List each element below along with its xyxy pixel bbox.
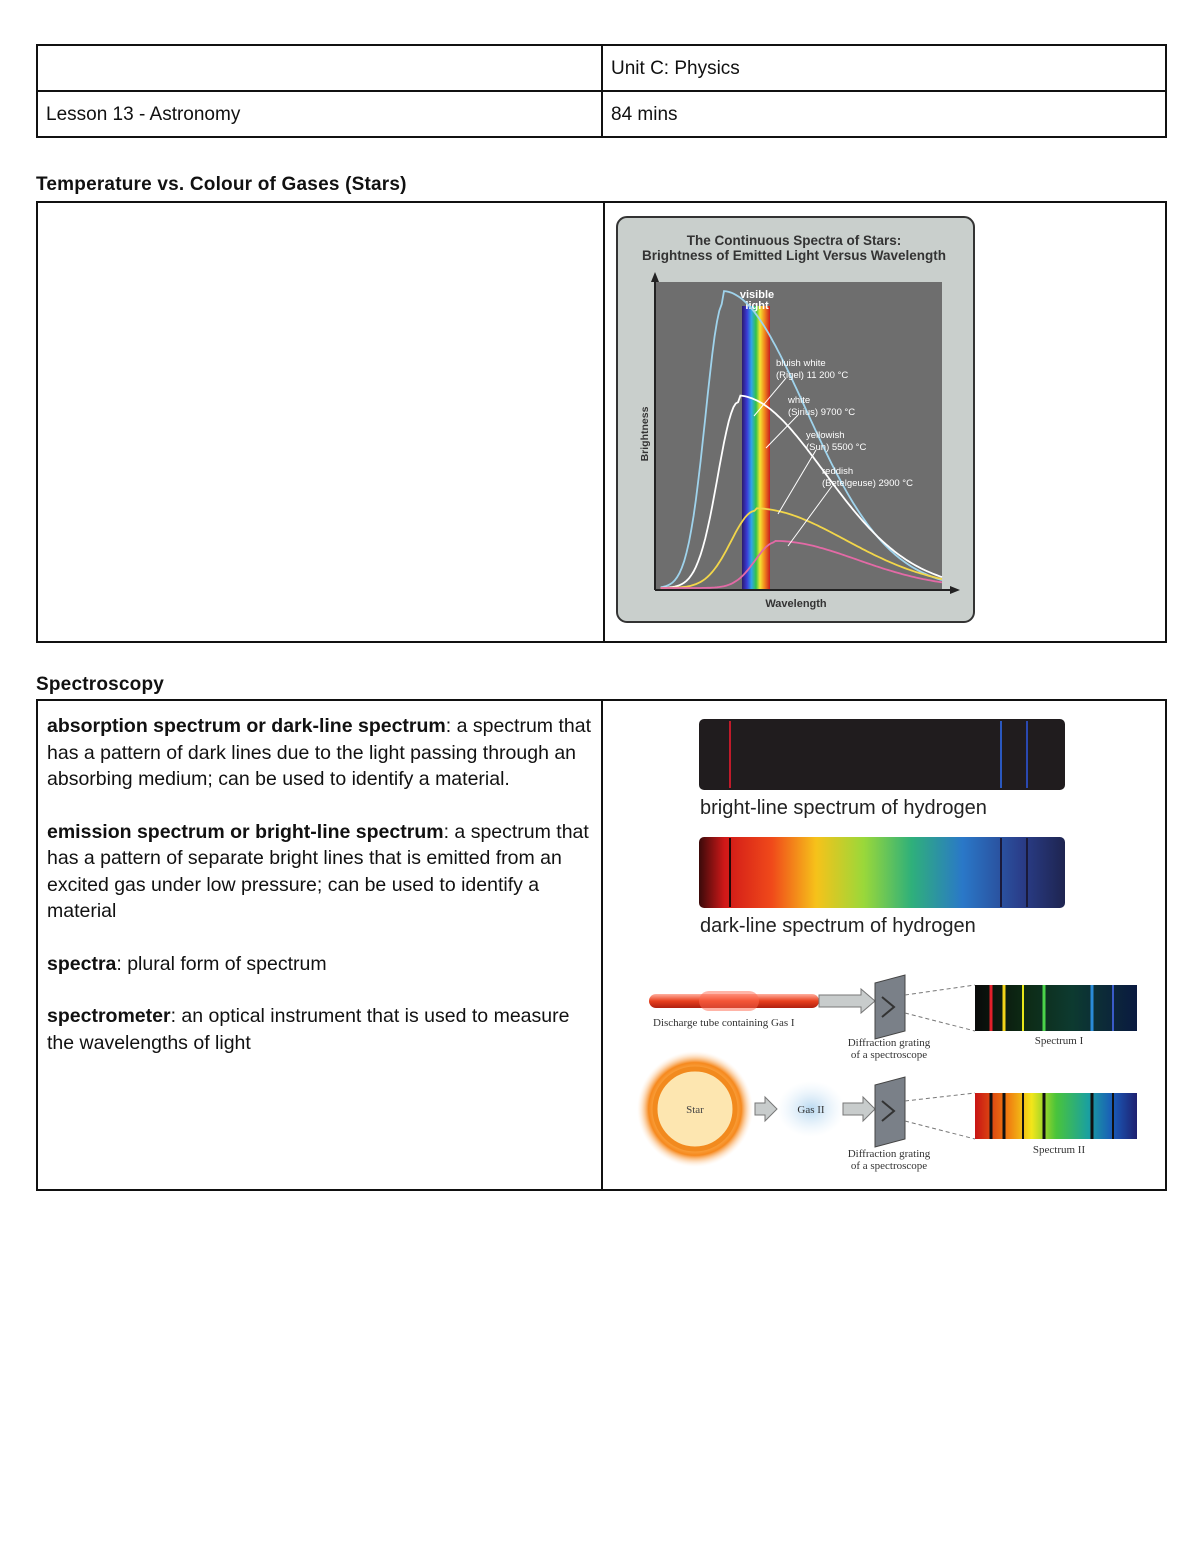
star-label: Star xyxy=(686,1104,704,1116)
spectroscopy-figure-cell xyxy=(602,700,1166,1190)
ray-2b xyxy=(905,1121,975,1139)
text-spectra: : plural form of spectrum xyxy=(116,952,327,975)
definition-spectra xyxy=(47,951,591,978)
chart-title-line2: Brightness of Emitted Light Versus Wavelength xyxy=(641,248,947,263)
spectroscopy-table xyxy=(36,699,1167,1191)
definition-absorption xyxy=(47,713,591,793)
arrow-tube-to-grating xyxy=(819,989,875,1013)
tube-label: Discharge tube containing Gas I xyxy=(653,1017,795,1029)
grating-2-label-2: of a spectroscope xyxy=(850,1160,928,1172)
visible-label-1: visible xyxy=(739,289,775,301)
definition-emission xyxy=(47,819,591,925)
visible-label-2: light xyxy=(745,300,769,312)
header-empty-cell xyxy=(37,45,602,91)
chart-title-line1: The Continuous Spectra of Stars: xyxy=(686,233,902,248)
tube-glow xyxy=(699,991,759,1011)
bright-line-caption: bright-line spectrum of hydrogen xyxy=(700,797,987,819)
term-spectrometer: spectrometer xyxy=(47,1005,171,1027)
star-spectra-chart xyxy=(616,216,976,624)
curve-label-1-0: white xyxy=(788,395,811,406)
text-emission: : a spectrum that has a pattern of separate bright lines that is emitted from an excited gas under low pressure; can be used to identify a material xyxy=(47,820,589,922)
temperature-notes-cell xyxy=(37,202,604,642)
ray-2a xyxy=(905,1093,975,1101)
grating-1-label-2: of a spectroscope xyxy=(850,1049,928,1061)
curve-label-0-0: bluish white xyxy=(776,358,826,369)
ray-1a xyxy=(905,985,975,995)
term-spectra: spectra xyxy=(47,952,117,975)
curve-label-0-1: (Rigel) 11 200 °C xyxy=(776,370,849,381)
diffraction-grating-2 xyxy=(875,1077,905,1147)
curve-label-1-1: (Sirius) 9700 °C xyxy=(788,407,856,418)
curve-label-3-1: (Betelgeuse) 2900 °C xyxy=(822,478,913,489)
diffraction-grating-1 xyxy=(875,975,905,1039)
grating-1-label-1: Diffraction grating xyxy=(847,1037,931,1049)
gas-2-label: Gas II xyxy=(797,1104,825,1116)
temperature-table xyxy=(36,201,1167,643)
text-spectrometer: : an optical instrument that is used to measure the wavelengths of light xyxy=(47,1005,570,1054)
temperature-chart-cell xyxy=(604,202,1166,642)
grating-2-label-1: Diffraction grating xyxy=(847,1148,931,1160)
curve-label-3-0: reddish xyxy=(822,466,854,477)
duration-cell: 84 mins xyxy=(602,91,1166,137)
arrow-star-to-gas xyxy=(755,1097,777,1121)
section-title-spectroscopy: Spectroscopy xyxy=(36,674,165,695)
term-absorption: absorption spectrum or dark-line spectrum xyxy=(47,715,446,737)
lesson-cell: Lesson 13 - Astronomy xyxy=(37,91,602,137)
arrow-gas-to-grating xyxy=(843,1097,875,1121)
spectrum-2-label: Spectrum II xyxy=(1032,1144,1086,1156)
curve-label-2-0: yellowish xyxy=(806,430,845,441)
x-axis-label: Wavelength xyxy=(765,598,827,610)
spectroscopy-figure xyxy=(603,701,1163,1187)
bright-line-spectrum xyxy=(699,719,1065,790)
spectrum-1-label: Spectrum I xyxy=(1034,1035,1084,1047)
term-emission: emission spectrum or bright-line spectrum xyxy=(47,820,444,843)
dark-line-spectrum xyxy=(699,837,1065,908)
y-axis-label: Brightness xyxy=(639,406,651,462)
definition-spectrometer xyxy=(47,1003,591,1056)
unit-cell: Unit C: Physics xyxy=(602,45,1166,91)
text-absorption: : a spectrum that has a pattern of dark lines due to the light passing through an absorbing medium; can be used to identify a material. xyxy=(47,715,591,790)
dark-line-caption: dark-line spectrum of hydrogen xyxy=(700,915,976,937)
section-title-temperature: Temperature vs. Colour of Gases (Stars) xyxy=(36,174,407,195)
definitions-cell xyxy=(37,700,602,1190)
header-table xyxy=(36,44,1167,138)
ray-1b xyxy=(905,1013,975,1031)
curve-label-2-1: (Sun) 5500 °C xyxy=(806,442,867,453)
